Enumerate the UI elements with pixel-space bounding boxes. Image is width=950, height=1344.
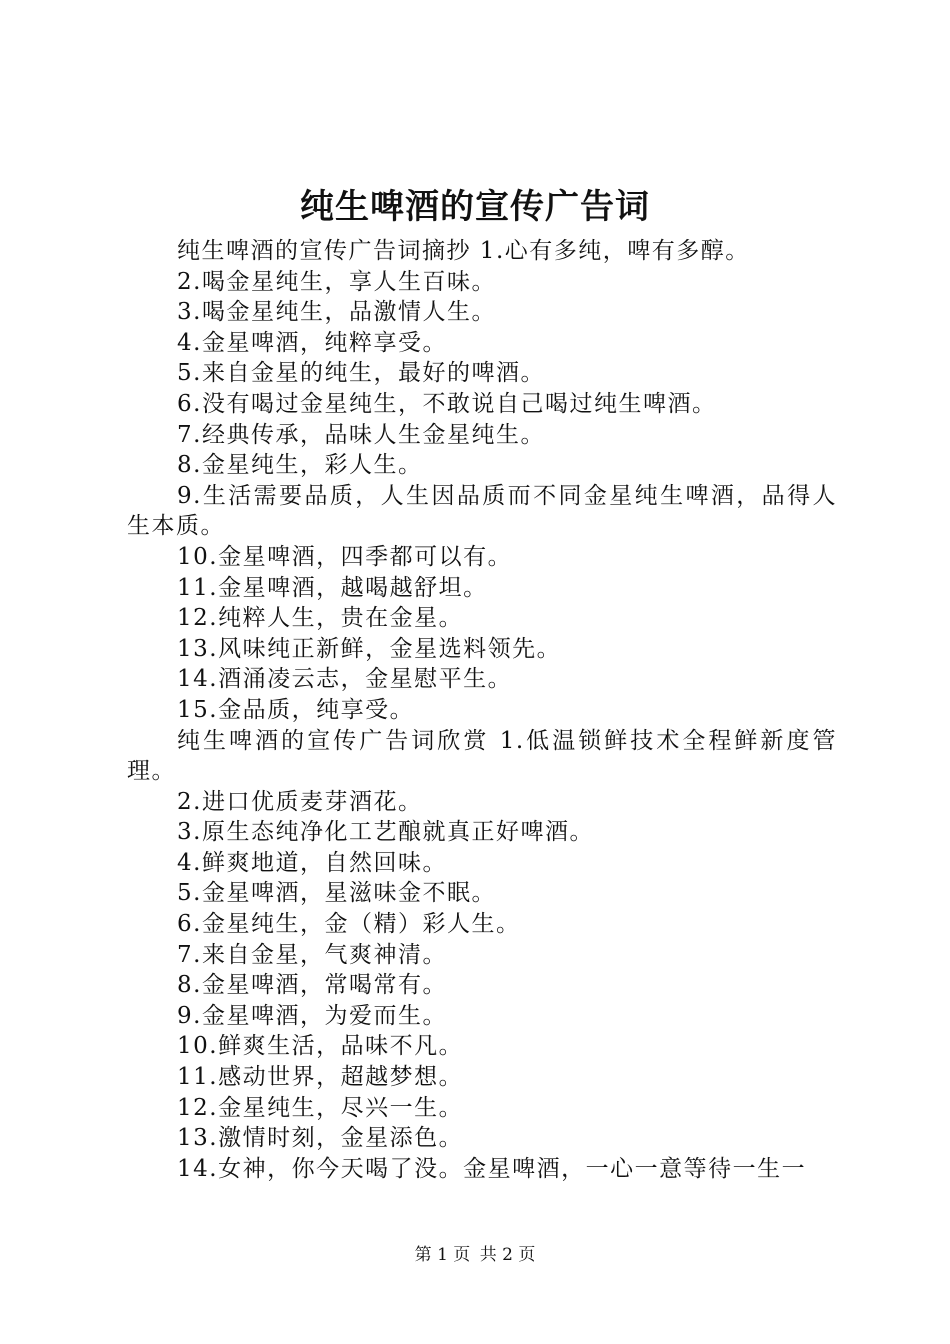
- paragraph: 6.没有喝过金星纯生，不敢说自己喝过纯生啤酒。: [177, 390, 717, 417]
- paragraph: 纯生啤酒的宣传广告词摘抄 1.心有多纯，啤有多醇。: [177, 238, 750, 264]
- paragraph: 13.激情时刻，金星添色。: [177, 1125, 464, 1152]
- paragraph: 3.原生态纯净化工艺酿就真正好啤酒。: [177, 819, 594, 846]
- paragraph: 7.经典传承，品味人生金星纯生。: [177, 421, 545, 448]
- paragraph: 12.纯粹人生，贵在金星。: [177, 605, 464, 632]
- paragraph: 2.进口优质麦芽酒花。: [177, 788, 423, 815]
- paragraph: 8.金星啤酒，常喝常有。: [177, 972, 447, 999]
- page-number: 第 1 页: [414, 1245, 471, 1265]
- paragraph: 6.金星纯生，金（精）彩人生。: [177, 911, 521, 938]
- document-title: 纯生啤酒的宣传广告词: [300, 187, 650, 227]
- paragraph: 8.金星纯生，彩人生。: [177, 452, 423, 479]
- paragraph: 9.金星啤酒，为爱而生。: [177, 1002, 447, 1029]
- paragraph: 14.酒涌凌云志，金星慰平生。: [177, 666, 513, 693]
- paragraph: 10.鲜爽生活，品味不凡。: [177, 1033, 464, 1060]
- paragraph: 2.喝金星纯生，享人生百味。: [177, 268, 496, 295]
- paragraph: 纯生啤酒的宣传广告词欣赏 1.低温锁鲜技术全程鲜新度管理。: [127, 727, 837, 785]
- paragraph: 4.金星啤酒，纯粹享受。: [177, 329, 447, 356]
- paragraph: 11.金星啤酒，越喝越舒坦。: [177, 574, 488, 601]
- page-footer: [0, 1243, 950, 1267]
- paragraph: 3.喝金星纯生，品激情人生。: [177, 299, 496, 326]
- paragraph: 12.金星纯生，尽兴一生。: [177, 1094, 464, 1121]
- paragraph: 5.金星啤酒，星滋味金不眠。: [177, 880, 496, 907]
- paragraph: 13.风味纯正新鲜，金星选料领先。: [177, 635, 562, 662]
- paragraph: 14.女神，你今天喝了没。金星啤酒，一心一意等待一生一: [177, 1155, 807, 1182]
- paragraph: 9.生活需要品质，人生因品质而不同金星纯生啤酒，品得人生本质。: [127, 482, 837, 540]
- paragraph: 10.金星啤酒，四季都可以有。: [177, 543, 513, 570]
- page-total: 共 2 页: [479, 1245, 536, 1265]
- paragraph: 4.鲜爽地道，自然回味。: [177, 849, 447, 876]
- paragraph: 7.来自金星，气爽神清。: [177, 941, 447, 968]
- paragraph: 15.金品质，纯享受。: [177, 696, 415, 723]
- paragraph: 5.来自金星的纯生，最好的啤酒。: [177, 360, 545, 387]
- paragraph: 11.感动世界，超越梦想。: [177, 1064, 464, 1091]
- document-body: [127, 236, 837, 1184]
